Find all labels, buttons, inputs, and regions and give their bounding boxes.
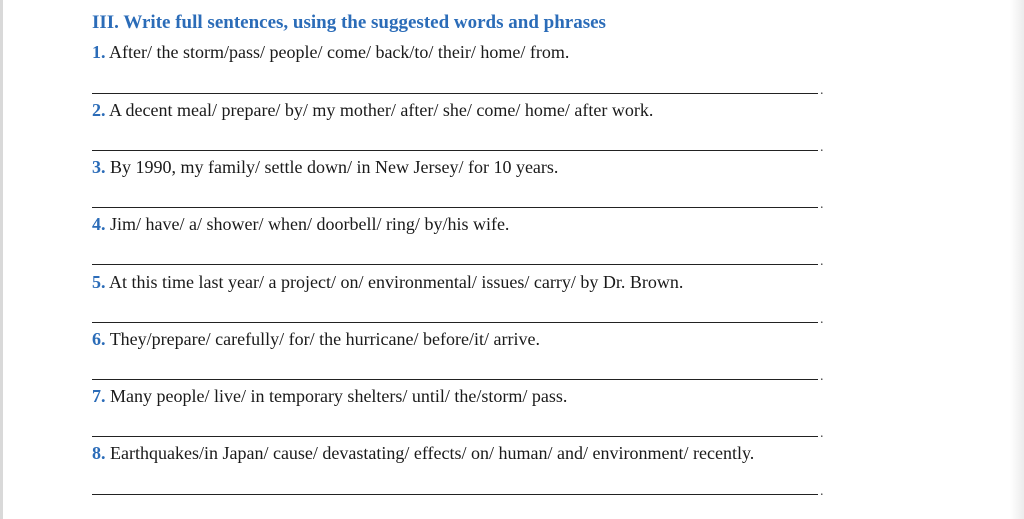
item-prompt: At this time last year/ a project/ on/ environmental/ issues/ carry/ by Dr. Brown.	[109, 272, 684, 292]
item-prompt: By 1990, my family/ settle down/ in New Jersey/ for 10 years.	[110, 157, 559, 177]
answer-end-mark: .	[820, 312, 824, 327]
item-prompt: After/ the storm/pass/ people/ come/ back/to/ their/ home/ from.	[109, 42, 570, 62]
exercise-item-5	[92, 272, 683, 293]
exercise-item-3	[92, 157, 558, 178]
exercise-item-8	[92, 443, 754, 464]
answer-line-4[interactable]	[92, 264, 818, 265]
item-prompt: Many people/ live/ in temporary shelters/ until/ the/storm/ pass.	[110, 386, 568, 406]
exercise-item-1	[92, 42, 569, 63]
item-prompt: Earthquakes/in Japan/ cause/ devastating/ effects/ on/ human/ and/ environment/ recently.	[110, 443, 755, 463]
exercise-heading: III. Write full sentences, using the suggested words and phrases	[92, 12, 606, 33]
exercise-item-2	[92, 100, 653, 121]
answer-line-2[interactable]	[92, 150, 818, 151]
answer-line-8[interactable]	[92, 494, 818, 495]
answer-end-mark: .	[820, 484, 824, 499]
answer-end-mark: .	[820, 140, 824, 155]
page-shadow	[1010, 0, 1024, 519]
item-number: 4.	[92, 214, 106, 234]
exercise-item-6	[92, 329, 540, 350]
exercise-item-7	[92, 386, 567, 407]
exercise-item-4	[92, 214, 509, 235]
answer-line-5[interactable]	[92, 322, 818, 323]
item-number: 2.	[92, 100, 106, 120]
item-number: 1.	[92, 42, 106, 62]
answer-line-7[interactable]	[92, 436, 818, 437]
answer-end-mark: .	[820, 197, 824, 212]
answer-end-mark: .	[820, 369, 824, 384]
item-prompt: Jim/ have/ a/ shower/ when/ doorbell/ ring/ by/his wife.	[110, 214, 510, 234]
item-number: 3.	[92, 157, 106, 177]
item-number: 6.	[92, 329, 106, 349]
item-prompt: A decent meal/ prepare/ by/ my mother/ after/ she/ come/ home/ after work.	[109, 100, 654, 120]
item-number: 7.	[92, 386, 106, 406]
item-number: 8.	[92, 443, 106, 463]
answer-end-mark: .	[820, 83, 824, 98]
answer-end-mark: .	[820, 426, 824, 441]
item-prompt: They/prepare/ carefully/ for/ the hurricane/ before/it/ arrive.	[109, 329, 540, 349]
item-number: 5.	[92, 272, 106, 292]
answer-end-mark: .	[820, 254, 824, 269]
page-edge	[0, 0, 3, 519]
answer-line-3[interactable]	[92, 207, 818, 208]
answer-line-6[interactable]	[92, 379, 818, 380]
answer-line-1[interactable]	[92, 93, 818, 94]
